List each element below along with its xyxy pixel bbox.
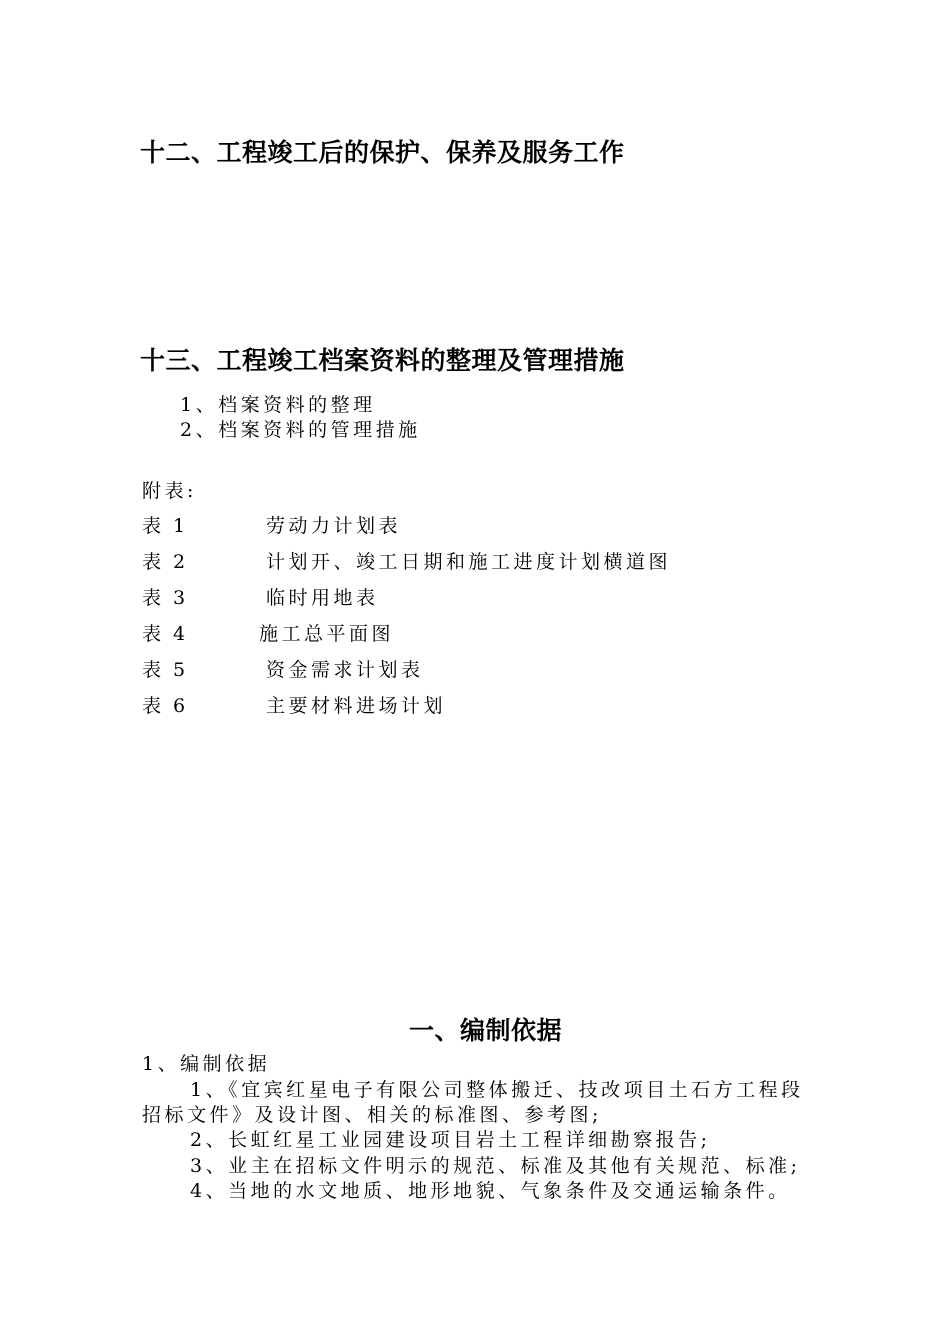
- section-1-heading: 一、编制依据: [409, 1016, 563, 1045]
- appendix-row-label: 表 3: [142, 587, 189, 609]
- section-1-item-4: 4、当地的水文地质、地形地貌、气象条件及交通运输条件。: [190, 1180, 791, 1202]
- section-13-heading: 十三、工程竣工档案资料的整理及管理措施: [140, 346, 625, 375]
- section-1-item-2: 2、长虹红星工业园建设项目岩土工程详细勘察报告;: [190, 1129, 711, 1151]
- appendix-row-label: 表 6: [142, 695, 189, 717]
- appendix-row-name: 施工总平面图: [259, 623, 395, 645]
- appendix-row-label: 表 4: [142, 623, 189, 645]
- appendix-row-name: 临时用地表: [266, 587, 379, 609]
- section-1-subheading: 1、编制依据: [142, 1053, 271, 1075]
- appendix-row-name: 计划开、竣工日期和施工进度计划横道图: [266, 551, 672, 573]
- appendix-row-name: 资金需求计划表: [266, 659, 424, 681]
- appendix-row-label: 表 5: [142, 659, 189, 681]
- appendix-title: 附表:: [142, 480, 197, 502]
- section-13-item-1: 1、档案资料的整理: [180, 394, 376, 416]
- section-1-item-1-line-2: 招标文件》及设计图、相关的标准图、参考图;: [142, 1104, 602, 1126]
- appendix-row-label: 表 2: [142, 551, 189, 573]
- section-1-item-1-line-1: 1、《宜宾红星电子有限公司整体搬迁、技改项目土石方工程段: [190, 1079, 804, 1101]
- appendix-row-label: 表 1: [142, 515, 189, 537]
- appendix-row-name: 主要材料进场计划: [266, 695, 447, 717]
- section-12-heading: 十二、工程竣工后的保护、保养及服务工作: [140, 138, 625, 167]
- section-13-item-2: 2、档案资料的管理措施: [180, 419, 421, 441]
- section-1-item-3: 3、业主在招标文件明示的规范、标准及其他有关规范、标准;: [190, 1155, 801, 1177]
- appendix-row-name: 劳动力计划表: [266, 515, 402, 537]
